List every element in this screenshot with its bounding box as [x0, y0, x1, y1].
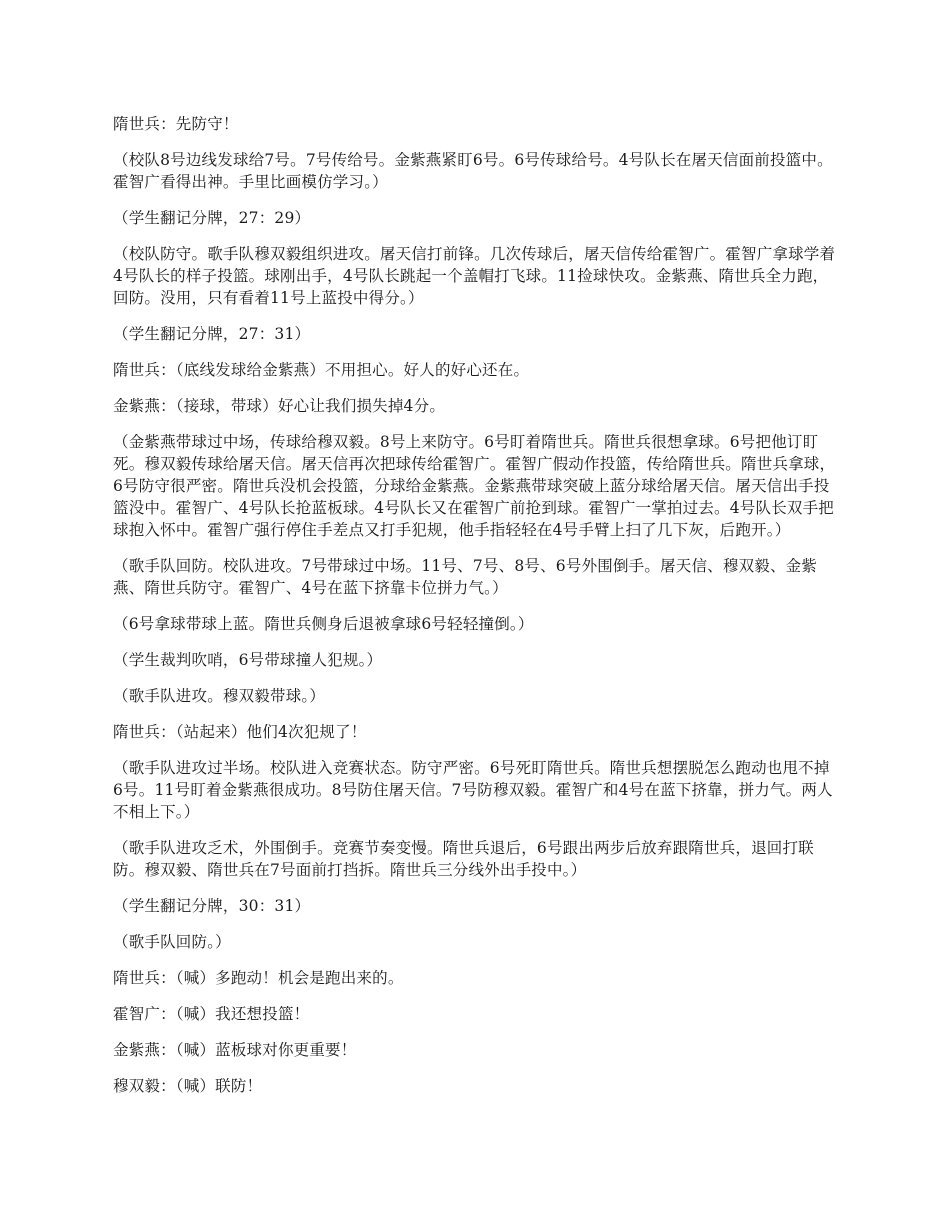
stage-direction: （歌手队进攻过半场。校队进入竞赛状态。防守严密。6号死盯隋世兵。隋世兵想摆脱怎么跑动也甩不掉6号。11号盯着金紫燕很成功。8号防住屠天信。7号防穆双毅。霍智广和4号在蓝下挤靠，拼力气。两人不相上下。） — [113, 759, 833, 821]
stage-direction: （校队防守。歌手队穆双毅组织进攻。屠天信打前锋。几次传球后，屠天信传给霍智广。霍智广拿球学着4号队长的样子投篮。球刚出手，4号队长跳起一个盖帽打飞球。11捡球快攻。金紫燕、隋世兵全力跑，回防。没用，只有看着11号上蓝投中得分。） — [113, 245, 836, 307]
document-page — [113, 113, 838, 1111]
stage-direction: （歌手队回防。校队进攻。7号带球过中场。11号、7号、8号、6号外围倒手。屠天信、穆双毅、金紫燕、隋世兵防守。霍智广、4号在蓝下挤靠卡位拼力气。） — [113, 557, 818, 597]
stage-direction: （金紫燕带球过中场，传球给穆双毅。8号上来防守。6号盯着隋世兵。隋世兵很想拿球。6号把他订盯死。穆双毅传球给屠天信。屠天信再次把球传给霍智广。霍智广假动作投篮，传给隋世兵。隋世兵拿球，6号防守很严密。隋世兵没机会投篮，分球给金紫燕。金紫燕带球突破上蓝分球给屠天信。屠天信出手投篮没中。霍智广、4号队长抢蓝板球。4号队长又在霍智广前抢到球。霍智广一掌拍过去。4号队长双手把球抱入怀中。霍智广强行停住手差点又打手犯规，他手指轻轻在4号手臂上扫了几下灰，后跑开。） — [113, 433, 836, 539]
stage-direction: （歌手队回防。） — [113, 933, 231, 951]
stage-direction: （学生裁判吹哨，6号带球撞人犯规。） — [113, 651, 383, 669]
stage-direction: （歌手队进攻。穆双毅带球。） — [113, 687, 326, 705]
script-line: 穆双毅：（喊）联防！ — [113, 1077, 263, 1095]
script-line: 隋世兵：先防守！ — [113, 115, 239, 133]
stage-direction: （学生翻记分牌，27：31） — [113, 325, 311, 343]
stage-direction: （学生翻记分牌，27：29） — [113, 209, 311, 227]
script-line: 隋世兵：（站起来）他们4次犯规了！ — [113, 723, 367, 741]
script-line: 隋世兵：（底线发球给金紫燕）不用担心。好人的好心还在。 — [113, 361, 530, 379]
stage-direction: （6号拿球带球上蓝。隋世兵侧身后退被拿球6号轻轻撞倒。） — [113, 615, 534, 633]
stage-direction: （校队8号边线发球给7号。7号传给号。金紫燕紧盯6号。6号传球给号。4号队长在屠天信面前投篮中。霍智广看得出神。手里比画模仿学习。） — [113, 151, 833, 191]
script-line: 金紫燕：（喊）蓝板球对你更重要！ — [113, 1041, 357, 1059]
script-line: 隋世兵：（喊）多跑动！机会是跑出来的。 — [113, 969, 404, 987]
stage-direction: （学生翻记分牌，30：31） — [113, 897, 311, 915]
script-line: 霍智广：（喊）我还想投篮！ — [113, 1005, 310, 1023]
script-line: 金紫燕：（接球，带球）好心让我们损失掉4分。 — [113, 397, 446, 415]
stage-direction: （歌手队进攻乏术，外围倒手。竞赛节奏变慢。隋世兵退后，6号跟出两步后放弃跟隋世兵，退回打联防。穆双毅、隋世兵在7号面前打挡拆。隋世兵三分线外出手投中。） — [113, 839, 814, 879]
